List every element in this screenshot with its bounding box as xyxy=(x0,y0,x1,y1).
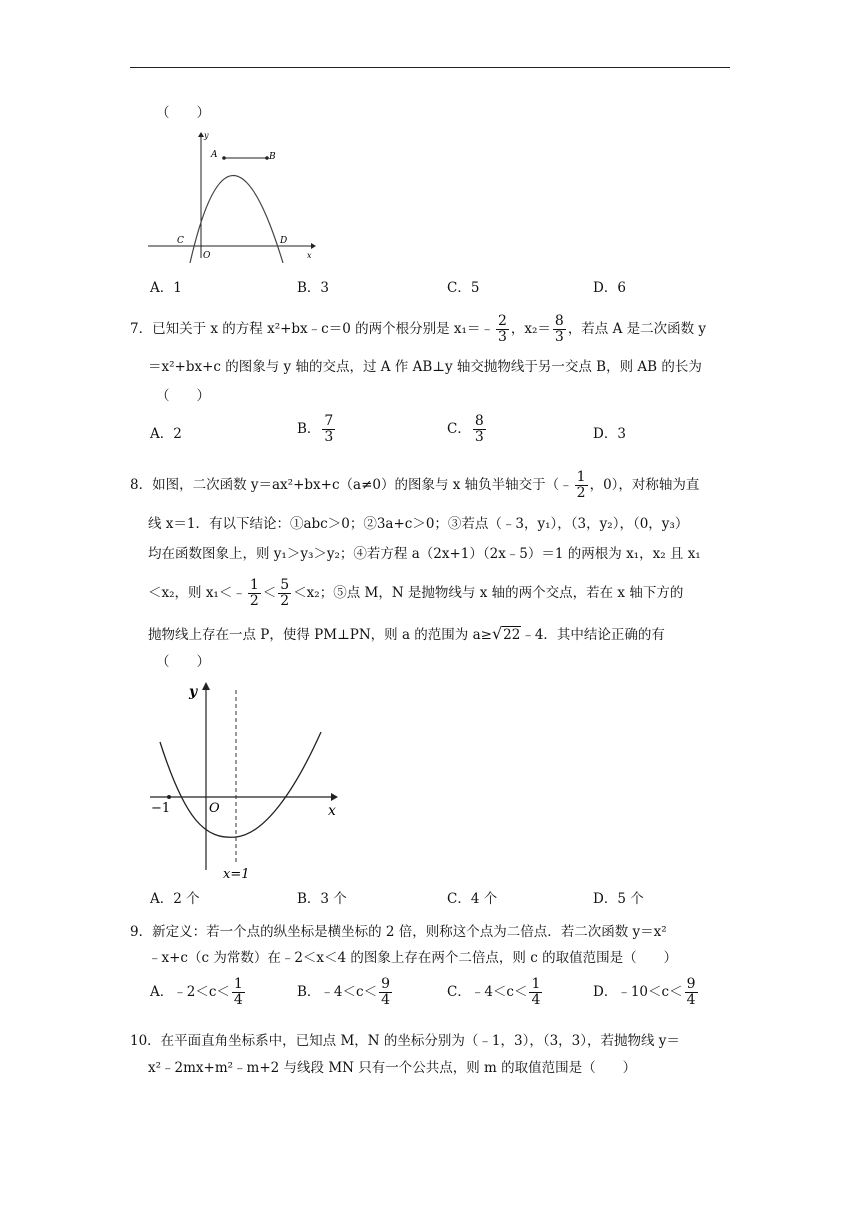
q6-option-c[interactable]: C．5 xyxy=(447,280,480,296)
q8-option-b[interactable]: B．3 个 xyxy=(297,891,347,907)
q6-label-x: x xyxy=(307,251,312,260)
q8-line-2: 线 x＝1．有以下结论：①abc＞0；②3a+c＞0；③若点（﹣3，y₁），（3，y₂），（0，y₃） xyxy=(148,516,689,532)
q9-option-b[interactable]: B．﹣4＜c＜ $\frac{9}{4}$ xyxy=(297,976,390,1008)
sqrt-radicand: 22 xyxy=(503,627,521,643)
q8-label-x: x xyxy=(328,803,336,819)
q7-line-3: （ ） xyxy=(156,388,210,404)
q8-label-O: O xyxy=(209,801,220,816)
header-rule xyxy=(130,67,730,68)
q6-label-C: C xyxy=(177,236,184,246)
sqrt-symbol: √ xyxy=(491,624,503,643)
q10-line-2: x²﹣2mx+m²﹣m+2 与线段 MN 只有一个公共点，则 m 的取值范围是（ ） xyxy=(148,1060,637,1076)
q8-line-3: 均在函数图象上，则 y₁＞y₃＞y₂；④若方程 a（2x+1）（2x﹣5）＝1 的两根为 x₁，x₂ 且 x₁ xyxy=(148,546,701,562)
q8-fraction-3: $\frac{5}{2}$ xyxy=(280,577,290,609)
q6-label-B: B xyxy=(269,152,276,162)
q7-option-c[interactable]: C． $\frac{8}{3}$ xyxy=(447,413,484,445)
q6-label-y: y xyxy=(204,131,209,140)
q6-label-O: O xyxy=(203,251,211,261)
q6-option-a[interactable]: A．1 xyxy=(150,280,182,296)
q6-option-b[interactable]: B．3 xyxy=(297,280,330,296)
q9-line-1: 9．新定义：若一个点的纵坐标是横坐标的 2 倍，则称这个点为二倍点．若二次函数 y＝x² xyxy=(130,924,667,940)
q8-option-d[interactable]: D．5 个 xyxy=(593,891,644,907)
q8-line-1: 8．如图，二次函数 y＝ax²+bx+c（a≠0）的图象与 x 轴负半轴交于（﹣ $\frac{1}{2}$ ，0），对称轴为直 xyxy=(130,469,700,501)
q7-line-1: 7．已知关于 x 的方程 x²+bx﹣c＝0 的两个根分别是 x₁＝﹣ $\frac{2}{3}$ ，x₂＝ $\frac{8}{3}$ ，若点 A 是二次函数 y xyxy=(130,313,707,345)
q8-option-a[interactable]: A．2 个 xyxy=(150,891,200,907)
q7-option-b[interactable]: B． $\frac{7}{3}$ xyxy=(297,413,334,445)
q9-option-a[interactable]: A．﹣2＜c＜ $\frac{1}{4}$ xyxy=(150,976,243,1008)
q9-option-d[interactable]: D．﹣10＜c＜ $\frac{9}{4}$ xyxy=(593,976,696,1008)
q6-figure xyxy=(146,128,321,263)
q7-fraction-2: $\frac{8}{3}$ xyxy=(554,313,564,345)
q9-line-2: ﹣x+c（c 为常数）在﹣2＜x＜4 的图象上存在两个二倍点，则 c 的取值范围是（ ） xyxy=(148,950,678,966)
q8-line-4: ＜x₂，则 x₁＜﹣ $\frac{1}{2}$ ＜ $\frac{5}{2}$ ＜x₂；⑤点 M，N 是抛物线与 x 轴的两个交点，若在 x 轴下方的 xyxy=(148,577,684,609)
q8-figure xyxy=(145,680,345,880)
q8-fraction-2: $\frac{1}{2}$ xyxy=(249,577,259,609)
q7-option-d[interactable]: D．3 xyxy=(593,426,626,442)
q8-label-axis: x=1 xyxy=(223,867,250,880)
q8-fraction-1: $\frac{1}{2}$ xyxy=(576,469,586,501)
q6-answer-paren: （ ） xyxy=(156,105,210,121)
q10-line-1: 10．在平面直角坐标系中，已知点 M，N 的坐标分别为（﹣1，3），（3，3），若抛物线 y＝ xyxy=(130,1033,680,1049)
q7-line-2: ＝x²+bx+c 的图象与 y 轴的交点，过 A 作 AB⊥y 轴交抛物线于另一交点 B，则 AB 的长为 xyxy=(148,359,702,375)
q6-option-d[interactable]: D．6 xyxy=(593,280,626,296)
q6-label-D: D xyxy=(280,236,288,246)
q8-label-neg1: −1 xyxy=(151,801,171,816)
q8-label-y: y xyxy=(189,684,198,700)
q9-option-c[interactable]: C．﹣4＜c＜ $\frac{1}{4}$ xyxy=(447,976,541,1008)
q7-fraction-1: $\frac{2}{3}$ xyxy=(497,313,507,345)
q6-label-A: A xyxy=(211,150,218,160)
q8-line-5: 抛物线上存在一点 P，使得 PM⊥PN，则 a 的范围为 a≥√22﹣4．其中结论正确的有 xyxy=(148,624,665,643)
q8-line-6: （ ） xyxy=(156,654,210,670)
q8-option-c[interactable]: C．4 个 xyxy=(447,891,498,907)
q7-option-a[interactable]: A．2 xyxy=(150,426,182,442)
